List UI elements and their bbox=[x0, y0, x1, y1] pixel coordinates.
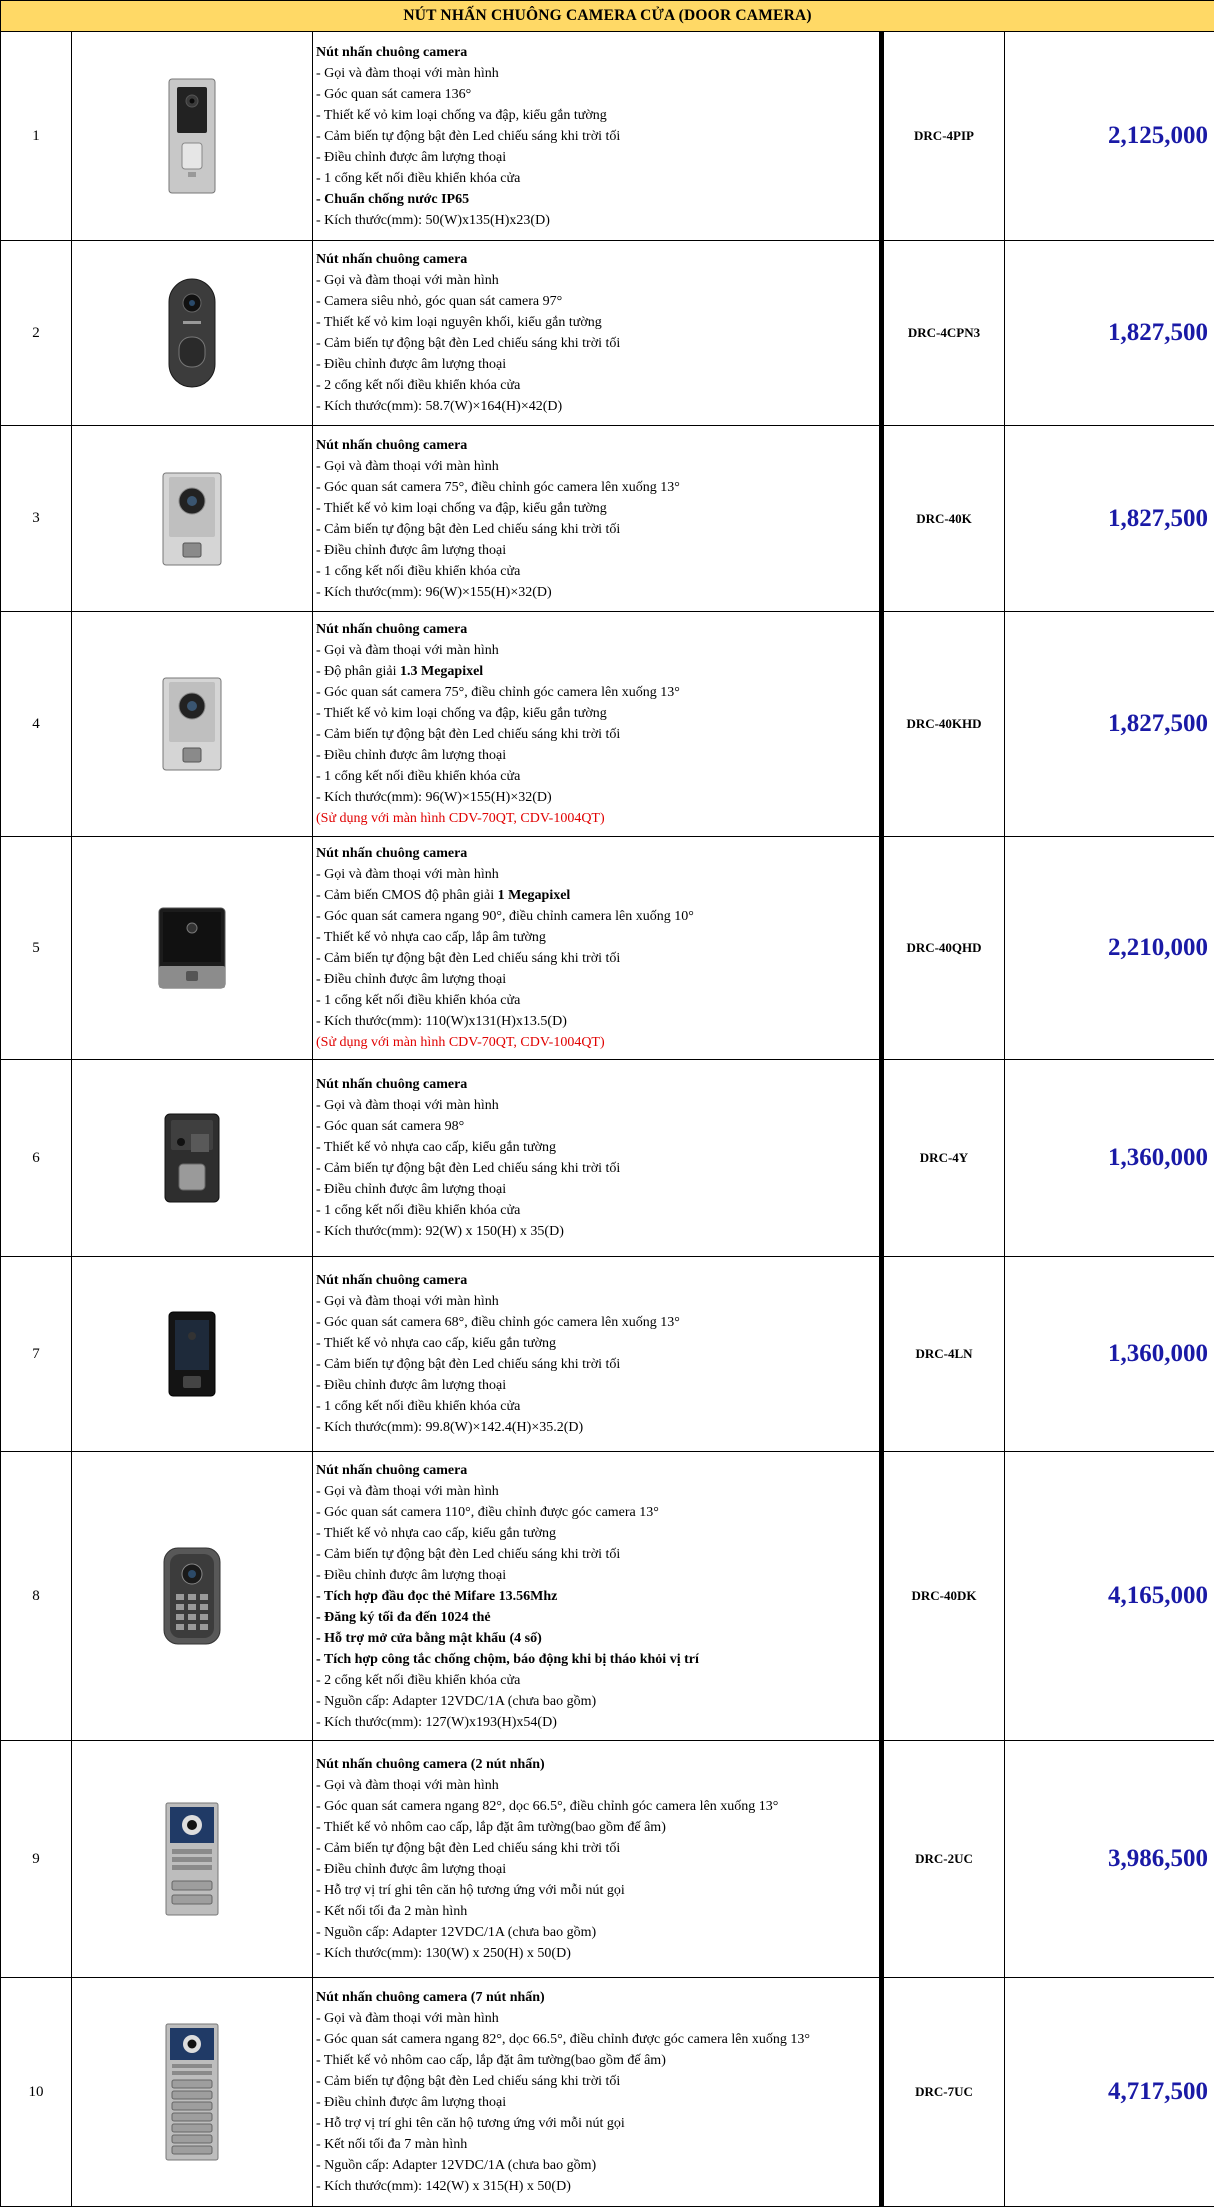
row-number: 2 bbox=[1, 241, 72, 426]
door-camera-drc-40dk-icon bbox=[72, 1452, 313, 1741]
row-number: 9 bbox=[1, 1741, 72, 1978]
description-line: - Hỗ trợ vị trí ghi tên căn hộ tương ứng với mỗi nút gọi bbox=[316, 1880, 877, 1901]
product-model: DRC-40K bbox=[882, 426, 1005, 612]
product-row bbox=[1, 241, 1214, 426]
description-line: - Hỗ trợ vị trí ghi tên căn hộ tương ứng với mỗi nút gọi bbox=[316, 2113, 877, 2134]
door-camera-drc-4y-icon bbox=[72, 1060, 313, 1257]
product-row bbox=[1, 837, 1214, 1060]
product-model: DRC-40QHD bbox=[882, 837, 1005, 1060]
description-line: - Điều chỉnh được âm lượng thoại bbox=[316, 969, 877, 990]
description-line: - Thiết kế vỏ nhôm cao cấp, lắp đặt âm tường(bao gồm đế âm) bbox=[316, 1817, 877, 1838]
description-line: - 1 cổng kết nối điều khiển khóa cửa bbox=[316, 1396, 877, 1417]
description-line: - Gọi và đàm thoại với màn hình bbox=[316, 1095, 877, 1116]
description-line: - Góc quan sát camera 75°, điều chỉnh góc camera lên xuống 13° bbox=[316, 682, 877, 703]
description-line: - 1 cổng kết nối điều khiển khóa cửa bbox=[316, 1200, 877, 1221]
product-price: 1,360,000 bbox=[1005, 1060, 1214, 1257]
description-line: - 1 cổng kết nối điều khiển khóa cửa bbox=[316, 168, 877, 189]
description-line: - Cảm biến tự động bật đèn Led chiếu sáng khi trời tối bbox=[316, 724, 877, 745]
row-number: 10 bbox=[1, 1978, 72, 2207]
door-camera-drc-40qhd-icon bbox=[72, 837, 313, 1060]
product-price: 1,360,000 bbox=[1005, 1257, 1214, 1452]
description-line: - Điều chỉnh được âm lượng thoại bbox=[316, 1375, 877, 1396]
description-line: - Kích thước(mm): 142(W) x 315(H) x 50(D) bbox=[316, 2176, 877, 2197]
door-camera-drc-2uc-icon bbox=[72, 1741, 313, 1978]
description-line: - Thiết kế vỏ nhựa cao cấp, kiểu gắn tường bbox=[316, 1137, 877, 1158]
product-row bbox=[1, 1060, 1214, 1257]
product-description bbox=[313, 426, 882, 612]
description-line: - Thiết kế vỏ nhựa cao cấp, kiểu gắn tường bbox=[316, 1523, 877, 1544]
description-line: - Tích hợp đầu đọc thẻ Mifare 13.56Mhz bbox=[316, 1586, 877, 1607]
product-model: DRC-2UC bbox=[882, 1741, 1005, 1978]
description-line: - Kích thước(mm): 110(W)x131(H)x13.5(D) bbox=[316, 1011, 877, 1032]
description-line: - Cảm biến CMOS độ phân giải 1 Megapixel bbox=[316, 885, 877, 906]
description-line: - Cảm biến tự động bật đèn Led chiếu sáng khi trời tối bbox=[316, 948, 877, 969]
product-price: 2,125,000 bbox=[1005, 32, 1214, 241]
description-line: - Thiết kế vỏ kim loại chống va đập, kiểu gắn tường bbox=[316, 703, 877, 724]
description-line: - Gọi và đàm thoại với màn hình bbox=[316, 640, 877, 661]
description-line: - Nguồn cấp: Adapter 12VDC/1A (chưa bao gồm) bbox=[316, 2155, 877, 2176]
product-row bbox=[1, 1978, 1214, 2207]
product-description bbox=[313, 1060, 882, 1257]
description-line: - Kích thước(mm): 127(W)x193(H)x54(D) bbox=[316, 1712, 877, 1733]
description-line: - Thiết kế vỏ kim loại nguyên khối, kiểu gắn tường bbox=[316, 312, 877, 333]
door-camera-drc-4pip-icon bbox=[72, 32, 313, 241]
description-line: Nút nhấn chuông camera bbox=[316, 1270, 877, 1291]
description-line: - Cảm biến tự động bật đèn Led chiếu sáng khi trời tối bbox=[316, 126, 877, 147]
description-line: - Cảm biến tự động bật đèn Led chiếu sáng khi trời tối bbox=[316, 1544, 877, 1565]
table-header-row bbox=[1, 1, 1214, 32]
product-description bbox=[313, 1257, 882, 1452]
description-line: Nút nhấn chuông camera bbox=[316, 249, 877, 270]
description-line: - Điều chỉnh được âm lượng thoại bbox=[316, 1179, 877, 1200]
product-description bbox=[313, 1741, 882, 1978]
description-line: - Đăng ký tối đa đến 1024 thẻ bbox=[316, 1607, 877, 1628]
description-line: - Gọi và đàm thoại với màn hình bbox=[316, 1481, 877, 1502]
description-line: - Điều chỉnh được âm lượng thoại bbox=[316, 147, 877, 168]
product-row bbox=[1, 1741, 1214, 1978]
product-description bbox=[313, 241, 882, 426]
row-number: 5 bbox=[1, 837, 72, 1060]
description-line: - 1 cổng kết nối điều khiển khóa cửa bbox=[316, 561, 877, 582]
description-line: - Kết nối tối đa 2 màn hình bbox=[316, 1901, 877, 1922]
product-model: DRC-4CPN3 bbox=[882, 241, 1005, 426]
description-line: Nút nhấn chuông camera bbox=[316, 843, 877, 864]
description-line: - Gọi và đàm thoại với màn hình bbox=[316, 2008, 877, 2029]
description-line: - Cảm biến tự động bật đèn Led chiếu sáng khi trời tối bbox=[316, 1838, 877, 1859]
description-line: - Điều chỉnh được âm lượng thoại bbox=[316, 1565, 877, 1586]
description-line: - Góc quan sát camera ngang 90°, điều chỉnh camera lên xuống 10° bbox=[316, 906, 877, 927]
description-line: - 1 cổng kết nối điều khiển khóa cửa bbox=[316, 990, 877, 1011]
description-line: - Hỗ trợ mở cửa bằng mật khẩu (4 số) bbox=[316, 1628, 877, 1649]
description-line: - Góc quan sát camera 136° bbox=[316, 84, 877, 105]
description-line: - Cảm biến tự động bật đèn Led chiếu sáng khi trời tối bbox=[316, 519, 877, 540]
product-model: DRC-40DK bbox=[882, 1452, 1005, 1741]
row-number: 1 bbox=[1, 32, 72, 241]
description-line: - Điều chỉnh được âm lượng thoại bbox=[316, 1859, 877, 1880]
row-number: 4 bbox=[1, 612, 72, 837]
description-line: - Điều chỉnh được âm lượng thoại bbox=[316, 354, 877, 375]
row-number: 3 bbox=[1, 426, 72, 612]
description-line: Nút nhấn chuông camera bbox=[316, 1460, 877, 1481]
description-line: - Gọi và đàm thoại với màn hình bbox=[316, 456, 877, 477]
product-row bbox=[1, 1257, 1214, 1452]
door-camera-drc-40khd-icon bbox=[72, 612, 313, 837]
door-camera-drc-4cpn3-icon bbox=[72, 241, 313, 426]
description-line: Nút nhấn chuông camera bbox=[316, 619, 877, 640]
description-line: - Thiết kế vỏ kim loại chống va đập, kiểu gắn tường bbox=[316, 105, 877, 126]
product-model: DRC-4PIP bbox=[882, 32, 1005, 241]
description-line: - Cảm biến tự động bật đèn Led chiếu sáng khi trời tối bbox=[316, 1354, 877, 1375]
description-line: - Tích hợp công tắc chống chộm, báo động khi bị tháo khỏi vị trí bbox=[316, 1649, 877, 1670]
description-line: - Thiết kế vỏ nhôm cao cấp, lắp đặt âm tường(bao gồm đế âm) bbox=[316, 2050, 877, 2071]
product-price: 4,717,500 bbox=[1005, 1978, 1214, 2207]
description-line: - Kích thước(mm): 92(W) x 150(H) x 35(D) bbox=[316, 1221, 877, 1242]
description-line: (Sử dụng với màn hình CDV-70QT, CDV-1004QT) bbox=[316, 808, 877, 829]
product-model: DRC-4LN bbox=[882, 1257, 1005, 1452]
product-price: 1,827,500 bbox=[1005, 612, 1214, 837]
product-price: 1,827,500 bbox=[1005, 426, 1214, 612]
description-line: - Kết nối tối đa 7 màn hình bbox=[316, 2134, 877, 2155]
description-line: - Cảm biến tự động bật đèn Led chiếu sáng khi trời tối bbox=[316, 333, 877, 354]
description-line: - Gọi và đàm thoại với màn hình bbox=[316, 1775, 877, 1796]
description-line: - 2 cổng kết nối điều khiển khóa cửa bbox=[316, 1670, 877, 1691]
description-line: - Góc quan sát camera 75°, điều chỉnh góc camera lên xuống 13° bbox=[316, 477, 877, 498]
description-line: - Thiết kế vỏ kim loại chống va đập, kiểu gắn tường bbox=[316, 498, 877, 519]
product-row bbox=[1, 426, 1214, 612]
description-line: - Thiết kế vỏ nhựa cao cấp, kiểu gắn tường bbox=[316, 1333, 877, 1354]
description-line: - Chuẩn chống nước IP65 bbox=[316, 189, 877, 210]
description-line: - Cảm biến tự động bật đèn Led chiếu sáng khi trời tối bbox=[316, 2071, 877, 2092]
product-price: 4,165,000 bbox=[1005, 1452, 1214, 1741]
description-line: - 1 cổng kết nối điều khiển khóa cửa bbox=[316, 766, 877, 787]
description-line: - Góc quan sát camera ngang 82°, dọc 66.5°, điều chỉnh góc camera lên xuống 13° bbox=[316, 1796, 877, 1817]
description-line: - Camera siêu nhỏ, góc quan sát camera 97° bbox=[316, 291, 877, 312]
description-line: - Gọi và đàm thoại với màn hình bbox=[316, 63, 877, 84]
product-description bbox=[313, 1978, 882, 2207]
description-line: - Gọi và đàm thoại với màn hình bbox=[316, 270, 877, 291]
description-line: - Góc quan sát camera ngang 82°, dọc 66.5°, điều chỉnh được góc camera lên xuống 13° bbox=[316, 2029, 877, 2050]
table-title: NÚT NHẤN CHUÔNG CAMERA CỬA (DOOR CAMERA) bbox=[1, 1, 1214, 32]
row-number: 7 bbox=[1, 1257, 72, 1452]
description-line: - Gọi và đàm thoại với màn hình bbox=[316, 1291, 877, 1312]
product-price: 3,986,500 bbox=[1005, 1741, 1214, 1978]
description-line: - Điều chỉnh được âm lượng thoại bbox=[316, 540, 877, 561]
description-line: - Gọi và đàm thoại với màn hình bbox=[316, 864, 877, 885]
description-line: - Điều chỉnh được âm lượng thoại bbox=[316, 2092, 877, 2113]
description-line: Nút nhấn chuông camera bbox=[316, 1074, 877, 1095]
product-description bbox=[313, 612, 882, 837]
description-line: - Góc quan sát camera 68°, điều chỉnh góc camera lên xuống 13° bbox=[316, 1312, 877, 1333]
product-price: 2,210,000 bbox=[1005, 837, 1214, 1060]
description-line: - Kích thước(mm): 50(W)x135(H)x23(D) bbox=[316, 210, 877, 231]
product-price: 1,827,500 bbox=[1005, 241, 1214, 426]
description-line: Nút nhấn chuông camera bbox=[316, 42, 877, 63]
description-line: - Kích thước(mm): 58.7(W)×164(H)×42(D) bbox=[316, 396, 877, 417]
description-line: - Kích thước(mm): 130(W) x 250(H) x 50(D) bbox=[316, 1943, 877, 1964]
door-camera-drc-40k-icon bbox=[72, 426, 313, 612]
description-line: - Kích thước(mm): 99.8(W)×142.4(H)×35.2(D) bbox=[316, 1417, 877, 1438]
description-line: - Điều chỉnh được âm lượng thoại bbox=[316, 745, 877, 766]
product-description bbox=[313, 1452, 882, 1741]
description-line: - Góc quan sát camera 98° bbox=[316, 1116, 877, 1137]
product-row bbox=[1, 612, 1214, 837]
description-line: Nút nhấn chuông camera (7 nút nhấn) bbox=[316, 1987, 877, 2008]
product-row bbox=[1, 1452, 1214, 1741]
description-line: - Thiết kế vỏ nhựa cao cấp, lắp âm tường bbox=[316, 927, 877, 948]
row-number: 8 bbox=[1, 1452, 72, 1741]
description-line: Nút nhấn chuông camera (2 nút nhấn) bbox=[316, 1754, 877, 1775]
product-model: DRC-40KHD bbox=[882, 612, 1005, 837]
row-number: 6 bbox=[1, 1060, 72, 1257]
description-line: (Sử dụng với màn hình CDV-70QT, CDV-1004QT) bbox=[316, 1032, 877, 1053]
description-line: - 2 cổng kết nối điều khiển khóa cửa bbox=[316, 375, 877, 396]
product-description bbox=[313, 32, 882, 241]
description-line: - Độ phân giải 1.3 Megapixel bbox=[316, 661, 877, 682]
description-line: Nút nhấn chuông camera bbox=[316, 435, 877, 456]
description-line: - Kích thước(mm): 96(W)×155(H)×32(D) bbox=[316, 787, 877, 808]
door-camera-drc-7uc-icon bbox=[72, 1978, 313, 2207]
description-line: - Nguồn cấp: Adapter 12VDC/1A (chưa bao gồm) bbox=[316, 1922, 877, 1943]
product-model: DRC-7UC bbox=[882, 1978, 1005, 2207]
product-model: DRC-4Y bbox=[882, 1060, 1005, 1257]
door-camera-drc-4ln-icon bbox=[72, 1257, 313, 1452]
description-line: - Kích thước(mm): 96(W)×155(H)×32(D) bbox=[316, 582, 877, 603]
description-line: - Góc quan sát camera 110°, điều chỉnh được góc camera 13° bbox=[316, 1502, 877, 1523]
description-line: - Cảm biến tự động bật đèn Led chiếu sáng khi trời tối bbox=[316, 1158, 877, 1179]
product-description bbox=[313, 837, 882, 1060]
description-line: - Nguồn cấp: Adapter 12VDC/1A (chưa bao gồm) bbox=[316, 1691, 877, 1712]
product-row bbox=[1, 32, 1214, 241]
